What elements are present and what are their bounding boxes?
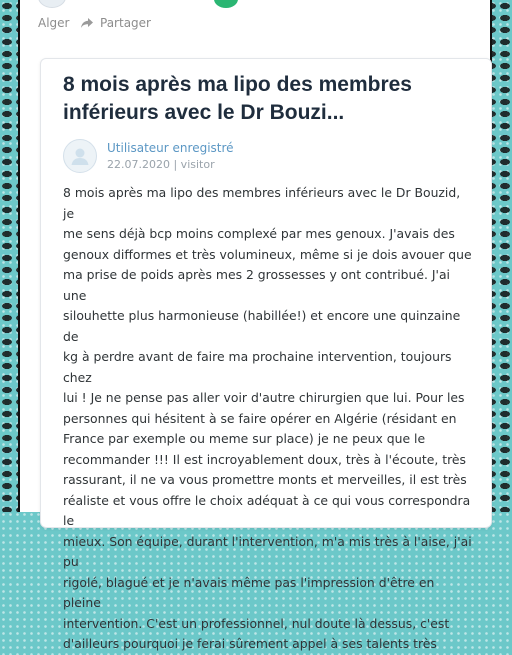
author-name[interactable]: Utilisateur enregistré: [107, 141, 234, 155]
share-arrow-icon: [80, 17, 94, 29]
whatsapp-icon[interactable]: [214, 0, 238, 8]
user-avatar-icon: [63, 139, 97, 173]
review-date: 22.07.2020 | visitor: [107, 158, 215, 171]
user-silhouette-icon: [69, 145, 91, 167]
review-author: [63, 139, 234, 173]
post-frame: [18, 0, 492, 651]
previous-post-actions: [30, 0, 480, 40]
share-label: Partager: [100, 16, 151, 30]
review-title[interactable]: 8 mois après ma lipo des membres inférieurs avec le Dr Bouzi...: [63, 73, 412, 124]
share-button[interactable]: [80, 16, 151, 30]
previous-avatar: [38, 0, 66, 8]
location-label: Alger: [38, 16, 70, 30]
review-body: 8 mois après ma lipo des membres inférieurs avec le Dr Bouzid, je me sens déjà bcp moins complexé par mes genoux. J'avais des genoux difformes et très volumineux, même si je dois avouer que ma prise de poids après mes 2 grossesses y ont contribué. J'ai une silouhette plus harmonieuse (habillée!) et encore une quinzaine de kg à perdre avant de faire ma prochaine intervention, toujours chez lui ! Je ne pense pas aller voir d'autre chirurgien que lui. Pour les personnes qui hésitent à se faire opérer en Algérie (résidant en France par exemple ou meme sur place) je ne peux que le recommander !!! Il est incroyablement doux, très à l'écoute, très rassurant, il ne va vous promettre monts et merveilles, il est très réaliste et vous offre le choix adéquat à ce qui vous correspondra le mieux. Son équipe, durant l'intervention, m'a mis très à l'aise, j'ai pu rigolé, blagué et je n'avais même pas l'impression d'être en pleine intervention. C'est un professionnel, nul doute là dessus, c'est d'ailleurs pourquoi je ferai sûrement appel à ses talents très: [63, 185, 472, 651]
review-card: [40, 58, 492, 651]
